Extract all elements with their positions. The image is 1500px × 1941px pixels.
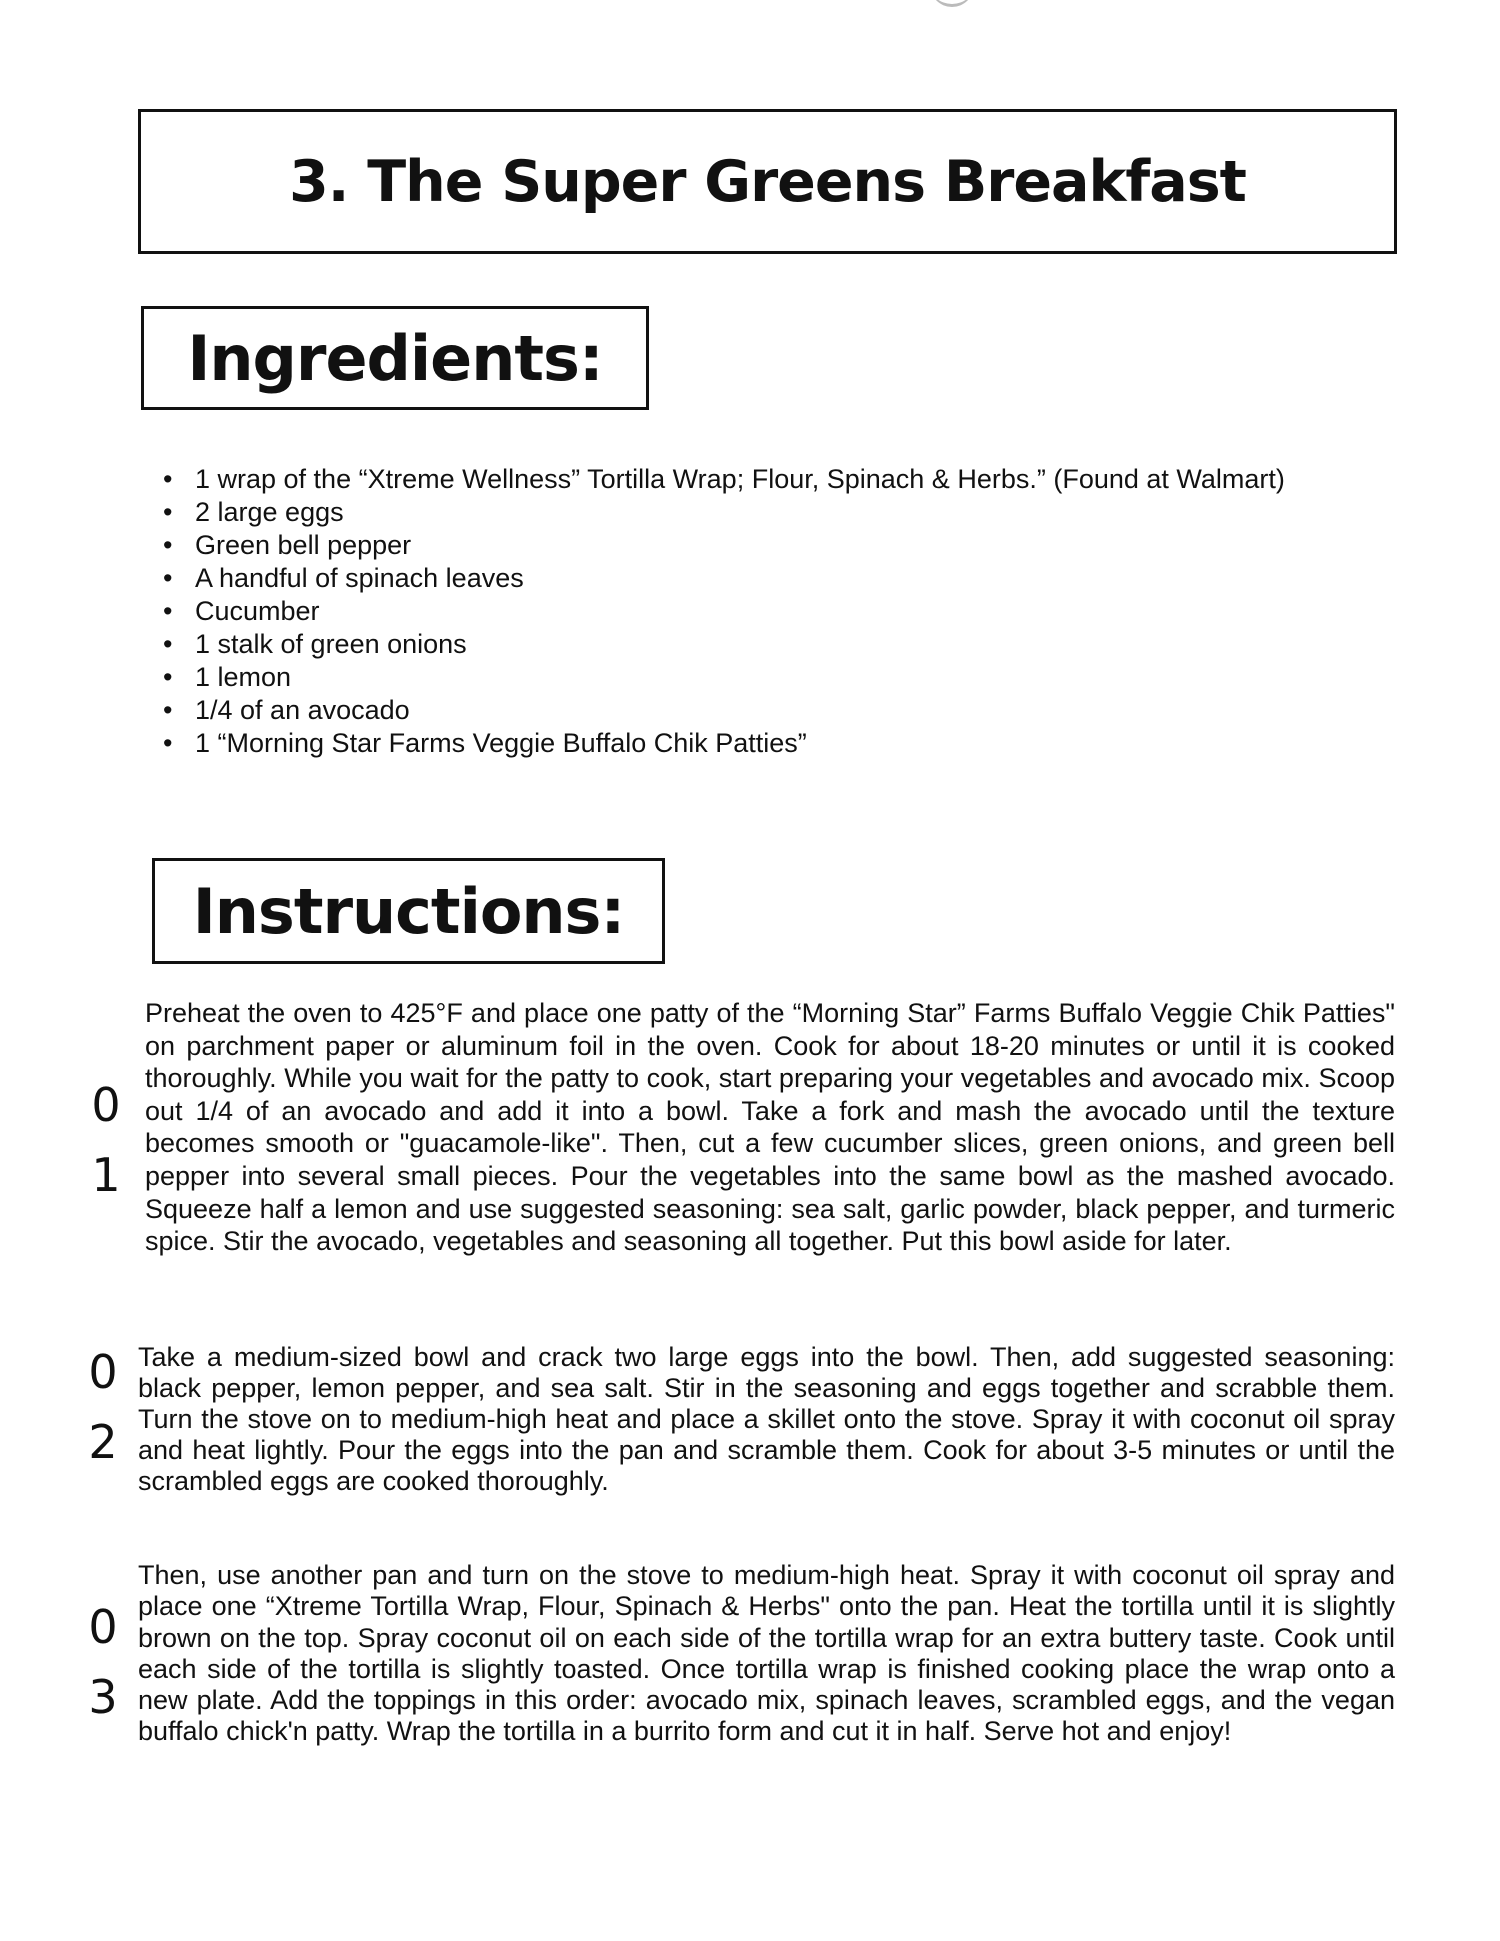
top-edge-arc [930,0,974,7]
step-number-digit: 1 [91,1148,121,1202]
step-number-digit: 0 [88,1600,118,1654]
ingredient-item: • 1/4 of an avocado [195,694,1285,727]
ingredients-heading-box [141,306,649,410]
ingredient-item: • Green bell pepper [195,529,1285,562]
ingredient-item: • 1 wrap of the “Xtreme Wellness” Tortilla Wrap; Flour, Spinach & Herbs.” (Found at Walmart) [195,463,1285,496]
step-number [83,1337,123,1477]
step-number-digit: 0 [91,1078,121,1132]
ingredient-item: • 1 stalk of green onions [195,628,1285,661]
instructions-heading: Instructions: [192,874,625,948]
page-title: 3. The Super Greens Breakfast [289,148,1246,215]
title-box [138,109,1397,254]
step-number [83,1592,123,1732]
ingredient-item: • Cucumber [195,595,1285,628]
ingredient-item: • 2 large eggs [195,496,1285,529]
step-text: Preheat the oven to 425°F and place one patty of the “Morning Star” Farms Buffalo Veggie Chik Patties" on parchment paper or aluminum foil in the oven. Cook for about 18-20 minutes or until it is cooked thoroughly. While you wait for the patty to cook, start preparing your vegetables and avocado mix. Scoop out 1/4 of an avocado and add it into a bowl. Take a fork and mash the avocado until the texture becomes smooth or "guacamole-like". Then, cut a few cucumber slices, green onions, and green bell pepper into several small pieces. Pour the vegetables into the same bowl as the mashed avocado. Squeeze half a lemon and use suggested seasoning: sea salt, garlic powder, black pepper, and turmeric spice. Stir the avocado, vegetables and seasoning all together. Put this bowl aside for later. [145,998,1395,1257]
ingredient-item: • 1 “Morning Star Farms Veggie Buffalo Chik Patties” [195,727,1285,760]
step-text: Take a medium-sized bowl and crack two large eggs into the bowl. Then, add suggested seasoning: black pepper, lemon pepper, and sea salt. Stir in the seasoning and eggs together and scrabble them. Turn the stove on to medium-high heat and place a skillet onto the stove. Spray it with coconut oil spray and heat lightly. Pour the eggs into the pan and scramble them. Cook for about 3-5 minutes or until the scrambled eggs are cooked thoroughly. [138,1342,1395,1496]
step-number [86,1070,126,1210]
step-number-digit: 2 [88,1415,118,1469]
ingredients-heading: Ingredients: [187,321,603,395]
step-text: Then, use another pan and turn on the stove to medium-high heat. Spray it with coconut oil spray and place one “Xtreme Tortilla Wrap, Flour, Spinach & Herbs" onto the pan. Heat the tortilla until it is slightly brown on the top. Spray coconut oil on each side of the tortilla wrap for an extra buttery taste. Cook until each side of the tortilla is slightly toasted. Once tortilla wrap is finished cooking place the wrap onto a new plate. Add the toppings in this order: avocado mix, spinach leaves, scrambled eggs, and the vegan buffalo chick'n patty. Wrap the tortilla in a burrito form and cut it in half. Serve hot and enjoy! [138,1560,1395,1747]
step-number-digit: 0 [88,1345,118,1399]
step-number-digit: 3 [88,1670,118,1724]
instructions-heading-box [152,858,665,964]
ingredient-item: • A handful of spinach leaves [195,562,1285,595]
ingredient-list [158,463,1285,760]
ingredient-item: • 1 lemon [195,661,1285,694]
